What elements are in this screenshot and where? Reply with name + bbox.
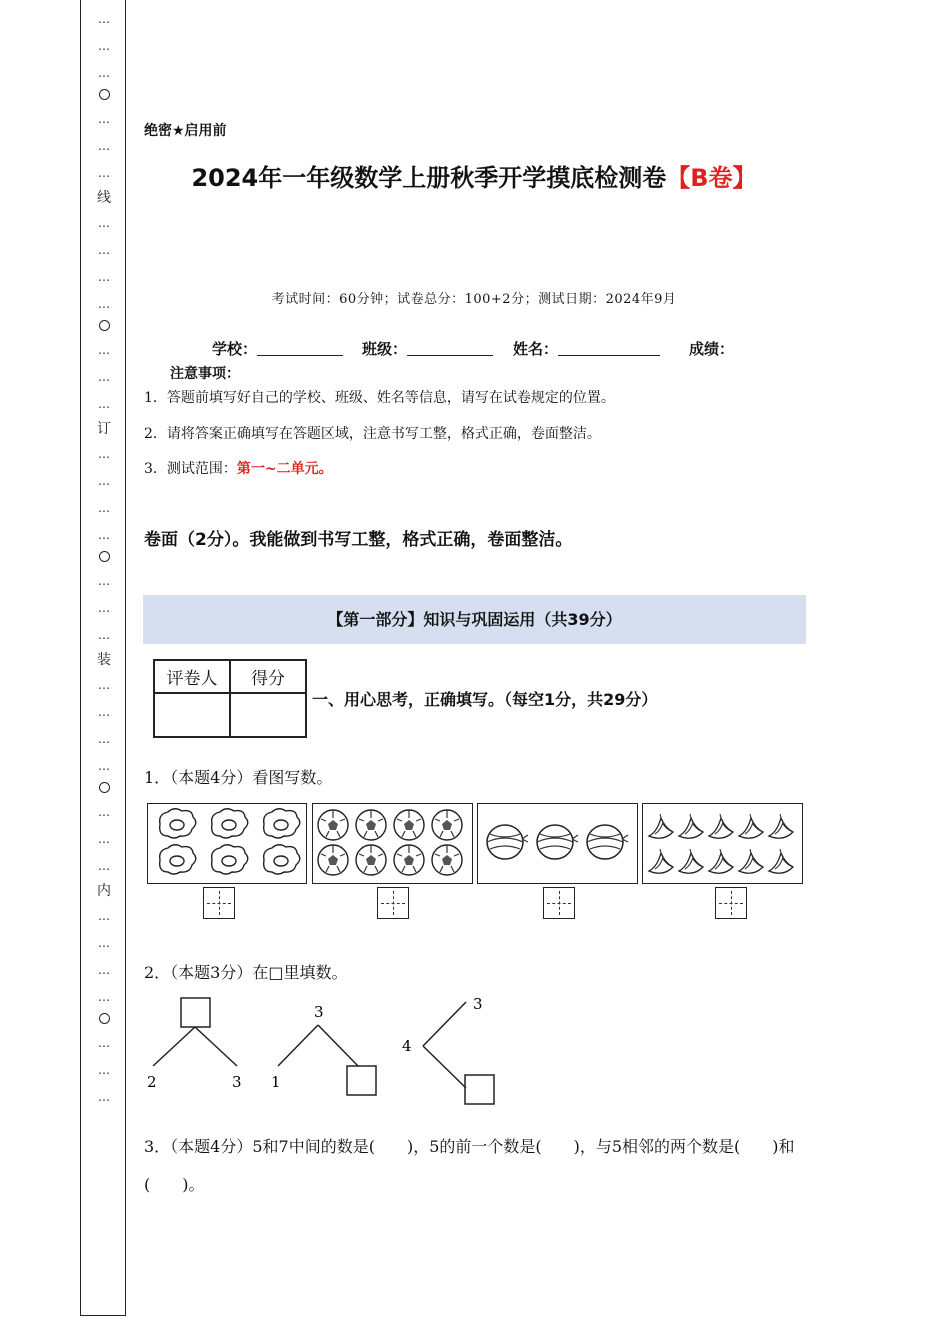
part1-banner: 【第一部分】知识与巩固运用（共39分）: [143, 595, 806, 644]
binding-circle: [99, 551, 110, 562]
binding-dots: …: [98, 678, 110, 692]
name-blank[interactable]: [558, 341, 660, 356]
answer-box-bananas[interactable]: [715, 887, 747, 919]
binding-circle: [99, 782, 110, 793]
binding-dots: …: [98, 447, 110, 461]
binding-char: 订: [97, 420, 111, 437]
binding-dots: …: [98, 474, 110, 488]
binding-dots: …: [98, 369, 110, 384]
score-label: 成绩：: [689, 340, 735, 358]
tree3-lower-branch: [423, 1046, 466, 1088]
binding-dots: …: [98, 831, 110, 846]
tree2-left-branch: [278, 1025, 318, 1066]
section-1-heading: 一、用心思考，正确填写。（每空1分，共29分）: [312, 690, 658, 709]
binding-dots: …: [98, 243, 110, 257]
tree1-right: 3: [232, 1073, 242, 1091]
binding-char: 内: [97, 882, 111, 899]
watermelon-icon: [487, 825, 523, 859]
binding-dots: …: [98, 396, 110, 411]
banana-icons: [643, 804, 801, 882]
exam-info: 考试时间：60分钟；试卷总分：100+2分；测试日期：2024年9月: [271, 292, 677, 307]
title-tag: 【B卷】: [666, 164, 757, 192]
binding-dots: …: [98, 216, 110, 230]
binding-dots: …: [98, 165, 110, 180]
binding-dots: …: [98, 39, 110, 53]
egg-icons: [148, 804, 305, 882]
binding-dots: …: [98, 66, 110, 80]
class-field[interactable]: [362, 338, 493, 359]
tree3-box[interactable]: [465, 1075, 494, 1104]
binding-dots: …: [98, 501, 110, 515]
score-cell[interactable]: [230, 693, 306, 737]
tree1-top-box[interactable]: [181, 998, 210, 1027]
grader-header: 评卷人: [154, 660, 230, 693]
binding-dots: …: [98, 963, 110, 977]
tree1-left: 2: [147, 1073, 157, 1091]
watermelon-icons: [478, 804, 636, 882]
binding-circle: [99, 89, 110, 100]
note-item-2: 2．请将答案正确填写在答题区域，注意书写工整，格式正确，卷面整洁。: [144, 426, 601, 442]
school-blank[interactable]: [257, 341, 343, 356]
tree1-left-branch: [153, 1027, 195, 1066]
tree3-left: 4: [402, 1037, 412, 1055]
watermelon-icon: [537, 825, 573, 859]
class-blank[interactable]: [407, 341, 493, 356]
picture-eggs: [147, 803, 307, 884]
name-field[interactable]: [513, 338, 660, 359]
title-main: 2024年一年级数学上册秋季开学摸底检测卷: [191, 164, 667, 192]
exam-title: [144, 158, 804, 193]
tree3-top: 3: [473, 995, 483, 1013]
grader-cell[interactable]: [154, 693, 230, 737]
binding-dots: …: [98, 759, 110, 773]
score-field: [689, 338, 734, 359]
binding-dots: …: [98, 705, 110, 719]
question-3: 3．（本题4分）5和7中间的数是( )，5的前一个数是( )，与5相邻的两个数是( )和( )。: [144, 1137, 795, 1194]
binding-dots: …: [98, 936, 110, 950]
binding-dots: …: [98, 1035, 110, 1050]
binding-marks: [81, 6, 127, 1111]
tree2-left: 1: [271, 1073, 281, 1091]
binding-dots: …: [98, 1089, 110, 1104]
egg-yolk-icon: [274, 820, 288, 830]
note-item-3-prefix: 3．测试范围：: [144, 461, 237, 477]
answer-box-watermelons[interactable]: [543, 887, 575, 919]
binding-dots: …: [98, 909, 110, 923]
binding-dots: …: [98, 858, 110, 873]
picture-balls: [312, 803, 473, 884]
notes-heading: 注意事项：: [170, 366, 240, 382]
binding-dots: …: [98, 600, 110, 615]
egg-yolk-icon: [274, 856, 288, 866]
watermelon-icon: [587, 825, 623, 859]
binding-circle: [99, 1013, 110, 1024]
question-2: 2．（本题3分）在□里填数。: [144, 963, 348, 982]
picture-watermelons: [477, 803, 638, 884]
binding-dots: …: [98, 1062, 110, 1077]
answer-box-eggs[interactable]: [203, 887, 235, 919]
tree2-right-branch: [318, 1025, 358, 1066]
egg-yolk-icon: [170, 856, 184, 866]
binding-dots: …: [98, 111, 110, 126]
question-1: 1．（本题4分）看图写数。: [144, 768, 333, 787]
binding-dots: …: [98, 990, 110, 1004]
note-item-3-scope: 第一~二单元。: [236, 461, 333, 477]
binding-dots: …: [98, 804, 110, 819]
name-label: 姓名：: [513, 340, 559, 358]
binding-dots: …: [98, 12, 110, 26]
binding-dots: …: [98, 627, 110, 642]
answer-box-balls[interactable]: [377, 887, 409, 919]
class-label: 班级：: [362, 340, 408, 358]
picture-bananas: [642, 803, 803, 884]
tree1-right-branch: [195, 1027, 237, 1066]
school-field[interactable]: [212, 338, 343, 359]
binding-dots: …: [98, 270, 110, 284]
grader-table: [153, 659, 307, 738]
binding-char: 线: [97, 189, 111, 206]
note-item-1: 1．答题前填写好自己的学校、班级、姓名等信息，请写在试卷规定的位置。: [144, 390, 615, 406]
school-label: 学校：: [212, 340, 258, 358]
number-trees: [140, 990, 510, 1110]
note-item-3: [144, 458, 333, 478]
binding-dots: …: [98, 573, 110, 588]
binding-char: 装: [97, 651, 111, 668]
binding-strip: [80, 0, 126, 1316]
secret-label: 绝密★启用前: [144, 123, 227, 139]
tree3-upper-branch: [423, 1002, 466, 1046]
tree2-top: 3: [314, 1003, 324, 1021]
ball-icons: [313, 804, 471, 882]
binding-dots: …: [98, 732, 110, 746]
binding-dots: …: [98, 297, 110, 311]
tree2-bottom-box[interactable]: [347, 1066, 376, 1095]
egg-yolk-icon: [170, 820, 184, 830]
binding-dots: …: [98, 342, 110, 357]
score-header: 得分: [230, 660, 306, 693]
binding-dots: …: [98, 528, 110, 542]
egg-yolk-icon: [222, 820, 236, 830]
juanmian-statement: 卷面（2分）。我能做到书写工整，格式正确，卷面整洁。: [144, 530, 573, 550]
egg-yolk-icon: [222, 856, 236, 866]
binding-circle: [99, 320, 110, 331]
binding-dots: …: [98, 138, 110, 153]
